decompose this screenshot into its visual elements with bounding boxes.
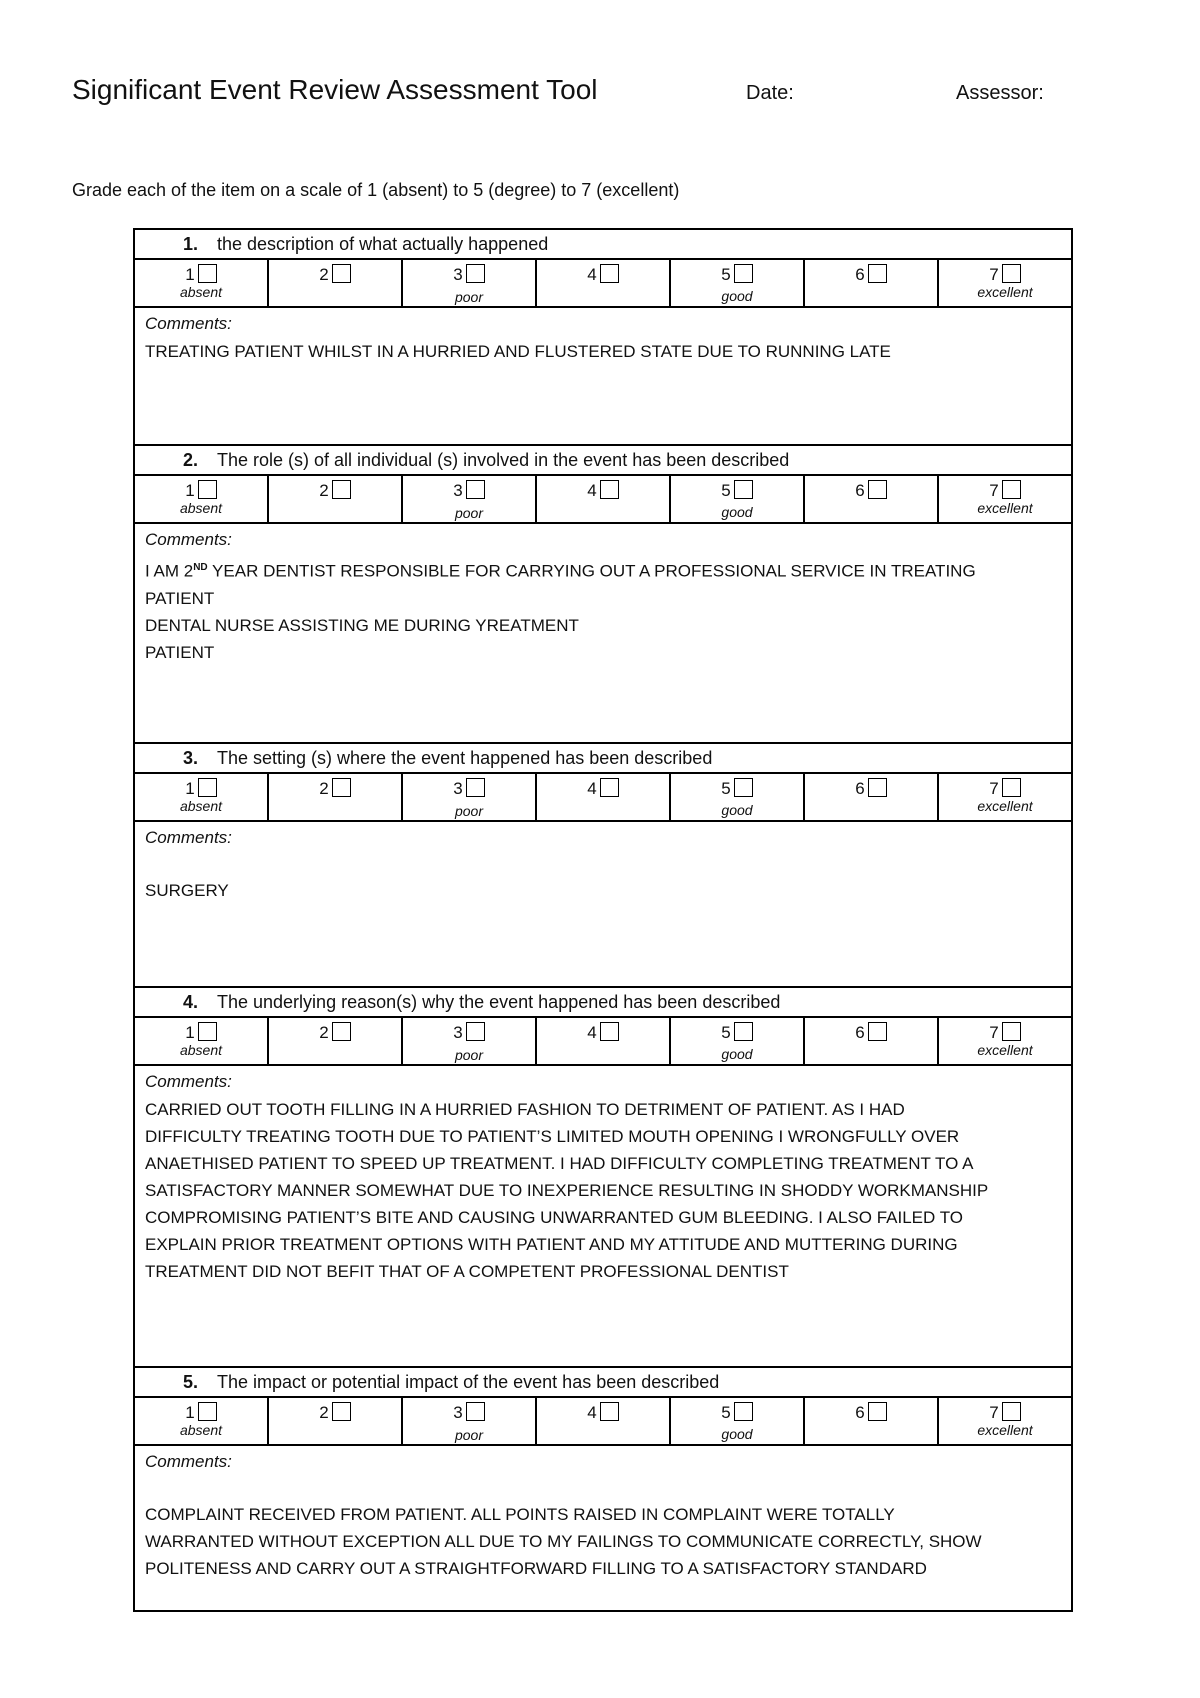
assessment-item-5 [135,1368,1071,1610]
rating-option-2[interactable] [269,774,403,820]
rating-checkbox[interactable] [198,1402,217,1421]
rating-checkbox[interactable] [332,264,351,283]
rating-number: 5 [721,1023,731,1042]
rating-number: 4 [587,481,597,500]
rating-option-7[interactable] [939,476,1071,522]
scale-caption: absent [179,1042,223,1058]
item-title [135,230,1071,260]
rating-number: 6 [855,265,865,284]
rating-number: 5 [721,1403,731,1422]
rating-option-2[interactable] [269,260,403,306]
item-title [135,744,1071,774]
rating-checkbox[interactable] [734,264,753,283]
rating-number: 7 [989,1403,999,1422]
comments-box[interactable] [135,1066,1071,1368]
rating-number: 2 [319,779,329,798]
rating-option-6[interactable] [805,260,939,306]
rating-number: 4 [587,265,597,284]
rating-scale [135,476,1071,524]
assessment-item-4 [135,988,1071,1368]
rating-option-5[interactable] [671,260,805,306]
rating-option-5[interactable] [671,476,805,522]
rating-checkbox[interactable] [734,480,753,499]
rating-number: 2 [319,1403,329,1422]
rating-checkbox[interactable] [600,1022,619,1041]
rating-number: 3 [453,481,463,500]
rating-option-2[interactable] [269,1398,403,1444]
rating-option-3[interactable] [403,1018,537,1064]
rating-option-7[interactable] [939,260,1071,306]
rating-checkbox[interactable] [332,778,351,797]
scale-caption: absent [179,500,223,516]
rating-option-2[interactable] [269,1018,403,1064]
rating-checkbox[interactable] [332,1402,351,1421]
comments-label: Comments: [145,1452,232,1471]
rating-checkbox[interactable] [734,1022,753,1041]
rating-number: 1 [185,265,195,284]
rating-number: 6 [855,779,865,798]
rating-option-5[interactable] [671,1398,805,1444]
grading-instructions: Grade each of the item on a scale of 1 (absent) to 5 (degree) to 7 (excellent) [72,180,680,200]
rating-checkbox[interactable] [868,1022,887,1041]
rating-option-4[interactable] [537,1398,671,1444]
rating-number: 1 [185,779,195,798]
assessment-item-3 [135,744,1071,988]
rating-option-6[interactable] [805,774,939,820]
rating-checkbox[interactable] [868,1402,887,1421]
rating-number: 7 [989,1023,999,1042]
comments-text: SURGERY [145,881,229,900]
rating-option-3[interactable] [403,476,537,522]
rating-number: 1 [185,1403,195,1422]
comments-box[interactable] [135,822,1071,988]
rating-option-4[interactable] [537,476,671,522]
rating-option-6[interactable] [805,476,939,522]
rating-number: 7 [989,779,999,798]
rating-checkbox[interactable] [198,480,217,499]
scale-caption: absent [179,798,223,814]
rating-option-7[interactable] [939,1018,1071,1064]
item-title-text: The impact or potential impact of the event has been described [217,1372,720,1392]
rating-number: 7 [989,265,999,284]
item-number: 2. [183,450,199,470]
scale-caption: good [721,802,753,818]
scale-caption: poor [454,289,484,305]
scale-caption: excellent [977,1422,1033,1438]
comments-text: COMPLAINT RECEIVED FROM PATIENT. ALL POINTS RAISED IN COMPLAINT WERE TOTALLY WARRANTED WITHOUT EXCEPTION ALL DUE TO MY FAILINGS TO COMMUNICATE CORRECTLY, SHOW POLITENESS AND CARRY OUT A STRAIGHTFORWARD FILLING TO A SATISFACTORY STANDARD [145,1505,982,1578]
rating-scale [135,1398,1071,1446]
assessor-label: Assessor: [956,82,1044,104]
rating-checkbox[interactable] [734,1402,753,1421]
scale-caption: absent [179,1422,223,1438]
rating-checkbox[interactable] [600,264,619,283]
rating-checkbox[interactable] [466,1402,485,1421]
rating-checkbox[interactable] [198,264,217,283]
rating-checkbox[interactable] [868,480,887,499]
rating-checkbox[interactable] [868,778,887,797]
scale-caption: poor [454,505,484,521]
comments-text: TREATING PATIENT WHILST IN A HURRIED AND FLUSTERED STATE DUE TO RUNNING LATE [145,342,891,361]
scale-caption: excellent [977,1042,1033,1058]
rating-option-1[interactable] [135,1018,269,1064]
scale-caption: good [721,504,753,520]
rating-option-1[interactable] [135,476,269,522]
rating-number: 5 [721,481,731,500]
rating-checkbox[interactable] [466,1022,485,1041]
scale-caption: poor [454,1047,484,1063]
rating-number: 2 [319,1023,329,1042]
scale-caption: absent [179,284,223,300]
item-title-text: The setting (s) where the event happened has been described [217,748,713,768]
rating-checkbox[interactable] [1002,778,1021,797]
scale-caption: poor [454,1427,484,1443]
comments-label: Comments: [145,828,232,847]
rating-checkbox[interactable] [198,778,217,797]
scale-caption: excellent [977,284,1033,300]
document-title: Significant Event Review Assessment Tool [72,74,598,105]
comments-label: Comments: [145,314,232,333]
item-title-text: The underlying reason(s) why the event happened has been described [217,992,781,1012]
rating-option-7[interactable] [939,774,1071,820]
rating-number: 4 [587,1403,597,1422]
item-number: 5. [183,1372,199,1392]
rating-scale [135,774,1071,822]
rating-checkbox[interactable] [332,1022,351,1041]
rating-number: 3 [453,779,463,798]
scale-caption: poor [454,803,484,819]
rating-checkbox[interactable] [198,1022,217,1041]
rating-checkbox[interactable] [600,778,619,797]
rating-number: 3 [453,1023,463,1042]
rating-checkbox[interactable] [332,480,351,499]
rating-number: 6 [855,1403,865,1422]
rating-checkbox[interactable] [1002,480,1021,499]
rating-scale [135,1018,1071,1066]
rating-option-4[interactable] [537,1018,671,1064]
rating-number: 2 [319,265,329,284]
rating-checkbox[interactable] [734,778,753,797]
rating-number: 6 [855,481,865,500]
scale-caption: excellent [977,500,1033,516]
rating-scale [135,260,1071,308]
rating-number: 4 [587,1023,597,1042]
assessment-form [133,228,1073,1612]
rating-option-3[interactable] [403,774,537,820]
comments-box[interactable] [135,308,1071,446]
assessment-item-1 [135,230,1071,446]
rating-checkbox[interactable] [1002,1402,1021,1421]
rating-number: 3 [453,265,463,284]
rating-option-1[interactable] [135,774,269,820]
rating-option-1[interactable] [135,1398,269,1444]
comments-label: Comments: [145,530,232,549]
item-number: 1. [183,234,199,254]
rating-number: 3 [453,1403,463,1422]
rating-checkbox[interactable] [466,480,485,499]
item-number: 3. [183,748,199,768]
rating-number: 1 [185,1023,195,1042]
item-title-text: The role (s) of all individual (s) involved in the event has been described [217,450,790,470]
comments-text: CARRIED OUT TOOTH FILLING IN A HURRIED FASHION TO DETRIMENT OF PATIENT. AS I HAD DIFFICULTY TREATING TOOTH DUE TO PATIENT’S LIMITED MOUTH OPENING I WRONGFULLY OVER ANAETHISED PATIENT TO SPEED UP TREATMENT. I HAD DIFFICULTY COMPLETING TREATMENT TO A SATISFACTORY MANNER SOMEWHAT DUE TO INEXPERIENCE RESULTING IN SHODDY WORKMANSHIP COMPROMISING PATIENT’S BITE AND CAUSING UNWARRANTED GUM BLEEDING. I ALSO FAILED TO EXPLAIN PRIOR TREATMENT OPTIONS WITH PATIENT AND MY ATTITUDE AND MUTTERING DURING TREATMENT DID NOT BEFIT THAT OF A COMPETENT PROFESSIONAL DENTIST [145,1100,989,1281]
rating-checkbox[interactable] [1002,1022,1021,1041]
rating-option-5[interactable] [671,774,805,820]
rating-checkbox[interactable] [600,480,619,499]
item-number: 4. [183,992,199,1012]
comments-label: Comments: [145,1072,232,1091]
rating-option-3[interactable] [403,1398,537,1444]
date-label: Date: [746,82,794,104]
rating-number: 5 [721,779,731,798]
rating-checkbox[interactable] [466,264,485,283]
rating-option-5[interactable] [671,1018,805,1064]
rating-option-4[interactable] [537,260,671,306]
comments-box[interactable] [135,524,1071,744]
rating-number: 6 [855,1023,865,1042]
rating-option-1[interactable] [135,260,269,306]
item-title-text: the description of what actually happened [217,234,549,254]
rating-number: 5 [721,265,731,284]
rating-number: 1 [185,481,195,500]
rating-option-4[interactable] [537,774,671,820]
comments-text: I AM 2ND YEAR DENTIST RESPONSIBLE FOR CARRYING OUT A PROFESSIONAL SERVICE IN TREATING PATIENT DENTAL NURSE ASSISTING ME DURING YREATMENT PATIENT [145,561,976,662]
rating-checkbox[interactable] [868,264,887,283]
rating-checkbox[interactable] [466,778,485,797]
rating-number: 2 [319,481,329,500]
item-title [135,988,1071,1018]
rating-option-3[interactable] [403,260,537,306]
scale-caption: good [721,1046,753,1062]
rating-number: 7 [989,481,999,500]
rating-option-7[interactable] [939,1398,1071,1444]
item-title [135,1368,1071,1398]
item-title [135,446,1071,476]
rating-number: 4 [587,779,597,798]
page-header [72,74,1132,114]
rating-checkbox[interactable] [1002,264,1021,283]
comments-box[interactable] [135,1446,1071,1610]
scale-caption: good [721,288,753,304]
scale-caption: excellent [977,798,1033,814]
assessment-item-2 [135,446,1071,744]
rating-option-6[interactable] [805,1398,939,1444]
rating-option-2[interactable] [269,476,403,522]
rating-checkbox[interactable] [600,1402,619,1421]
scale-caption: good [721,1426,753,1442]
rating-option-6[interactable] [805,1018,939,1064]
